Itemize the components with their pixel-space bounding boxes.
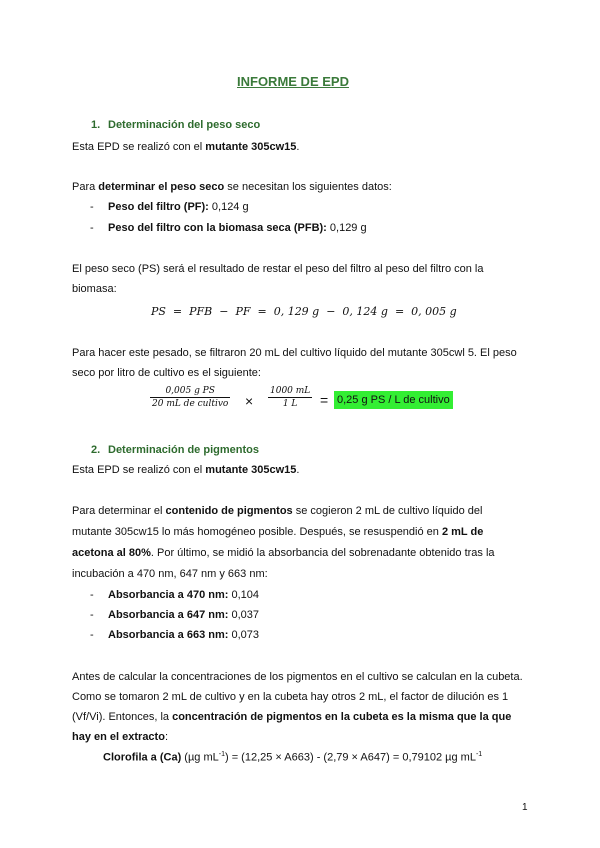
- list-item: [108, 609, 259, 621]
- list-item: [108, 201, 249, 213]
- bullet-value: 0,037: [228, 609, 260, 621]
- pigments-line-4: incubación a 470 nm, 647 nm y 663 nm:: [72, 568, 268, 580]
- fraction-denominator: 20 mL de cultivo: [152, 399, 229, 409]
- section2-intro: [72, 464, 299, 476]
- text: :: [164, 731, 168, 743]
- bullet-label: Peso del filtro (PF):: [108, 201, 209, 213]
- bullet-dash: -: [90, 629, 94, 641]
- intro-end: .: [296, 464, 300, 476]
- bullet-label: Absorbancia a 663 nm:: [108, 629, 229, 641]
- dilution-line-2: Como se tomaron 2 mL de cultivo y en la cubeta hay otros 2 mL, el factor de dilución es 1: [72, 691, 509, 703]
- text: mutante 305cw15 lo más homogéneo posible. Después, se resuspendió en: [72, 526, 442, 538]
- para-bold: determinar el peso seco: [98, 181, 225, 193]
- bullet-dash: -: [90, 201, 94, 213]
- bold-text: contenido de pigmentos: [165, 505, 293, 517]
- ps-line-1: El peso seco (PS) será el resultado de restar el peso del filtro al peso del filtro con la: [72, 263, 484, 275]
- fraction-volume-conversion: [268, 386, 312, 409]
- pigments-line-2: [72, 526, 483, 538]
- fraction-denominator: 1 L: [282, 399, 298, 409]
- bullet-value: 0,129 g: [326, 222, 367, 234]
- fraction-bar: [150, 397, 230, 398]
- filter-line-1: Para hacer este pesado, se filtraron 20 mL del cultivo líquido del mutante 305cwl 5. El peso: [72, 347, 517, 359]
- dilution-line-1: Antes de calcular la concentraciones de los pigmentos en el cultivo se calculan en la cubeta.: [72, 671, 523, 683]
- formula-label: Clorofila a (Ca): [103, 751, 182, 764]
- text: (Vf/Vi). Entonces, la: [72, 711, 173, 723]
- dilution-line-4: [72, 731, 168, 743]
- section1-intro: [72, 141, 299, 153]
- text: . Por último, se midió la absorbancia del sobrenadante obtenido tras la: [150, 547, 495, 559]
- page-title: INFORME DE EPD: [237, 74, 349, 89]
- pigments-line-1: [72, 505, 482, 517]
- list-item: [108, 589, 259, 601]
- para-text: Para: [72, 181, 99, 193]
- bullet-label: Absorbancia a 470 nm:: [108, 589, 229, 601]
- mutant-name: mutante 305cw15: [205, 464, 297, 476]
- intro-end: .: [296, 141, 300, 153]
- mutant-name: mutante 305cw15: [205, 141, 297, 153]
- page-number: 1: [522, 802, 528, 813]
- fraction-numerator: 0,005 g PS: [165, 386, 215, 396]
- bullet-dash: -: [90, 589, 94, 601]
- bullet-value: 0,073: [228, 629, 260, 641]
- formula-unit: (µg mL: [181, 751, 219, 764]
- text: se cogieron 2 mL de cultivo líquido del: [292, 505, 483, 517]
- fraction-numerator: 1000 mL: [270, 386, 311, 396]
- bullet-value: 0,124 g: [208, 201, 249, 213]
- bullet-value: 0,104: [228, 589, 260, 601]
- formula-body: ) = (12,25 × A663) - (2,79 × A647) = 0,79102 µg mL: [224, 751, 476, 764]
- section2-heading: Determinación de pigmentos: [108, 444, 259, 456]
- text: Para determinar el: [72, 505, 166, 517]
- bullet-label: Absorbancia a 647 nm:: [108, 609, 229, 621]
- para-end: se necesitan los siguientes datos:: [224, 181, 392, 193]
- section2-number: 2.: [91, 444, 101, 456]
- pigments-line-3: [72, 547, 495, 559]
- bold-text: 2 mL de: [441, 526, 484, 538]
- filter-line-2: seco por litro de cultivo es el siguiente:: [72, 367, 261, 379]
- bullet-label: Peso del filtro con la biomasa seca (PFB):: [108, 222, 327, 234]
- list-item: [108, 222, 367, 234]
- times-sign: ×: [245, 393, 254, 409]
- dry-weight-equation: PS = PFB − PF = 0, 129 g − 0, 124 g = 0, 005 g: [151, 305, 457, 318]
- intro-text: Esta EPD se realizó con el: [72, 141, 206, 153]
- section1-number: 1.: [91, 119, 101, 131]
- list-item: [108, 629, 259, 641]
- ps-line-2: biomasa:: [72, 283, 117, 295]
- intro-text: Esta EPD se realizó con el: [72, 464, 206, 476]
- bullet-dash: -: [90, 609, 94, 621]
- dilution-line-3: [72, 711, 511, 723]
- bullet-dash: -: [90, 222, 94, 234]
- section1-paragraph: [72, 181, 392, 193]
- fraction-bar: [268, 397, 312, 398]
- bold-text: acetona al 80%: [72, 547, 151, 559]
- highlighted-result: 0,25 g PS / L de cultivo: [334, 391, 453, 409]
- chlorophyll-a-formula: [103, 751, 482, 764]
- bold-text: concentración de pigmentos en la cubeta es la misma que la que: [172, 711, 512, 723]
- bold-text: hay en el extracto: [72, 731, 165, 743]
- section1-heading: Determinación del peso seco: [108, 119, 261, 131]
- equals-sign: =: [320, 392, 329, 408]
- superscript: -1: [475, 751, 483, 758]
- superscript: -1: [218, 751, 225, 758]
- fraction-ps-per-volume: [150, 386, 230, 409]
